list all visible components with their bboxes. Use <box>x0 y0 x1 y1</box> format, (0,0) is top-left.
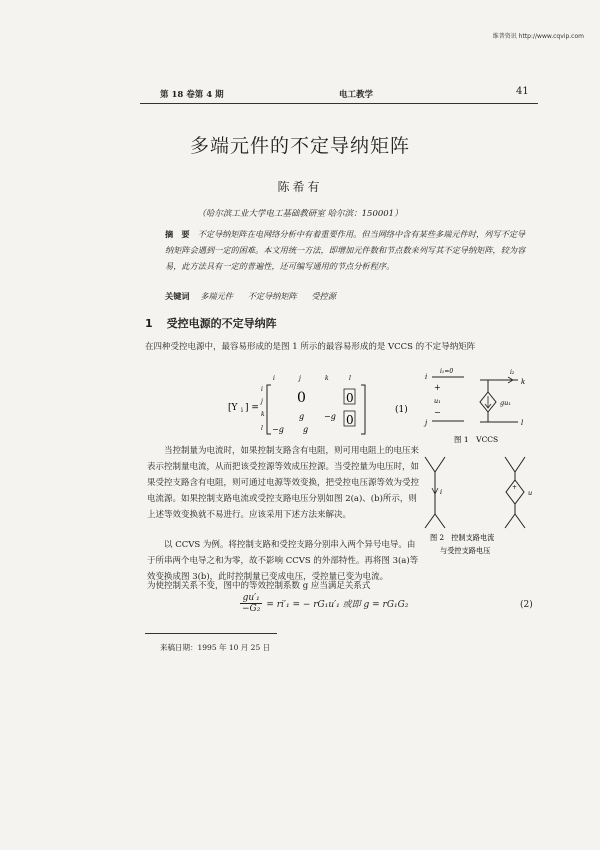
fig2-wire <box>515 457 525 472</box>
fig1-label: i₁=0 <box>440 368 454 375</box>
eq2-rest: = ri′₁ = − rG₁u′₁ 或即 g = rG₁G₂ <box>266 600 409 610</box>
fig1-label: + <box>434 383 441 392</box>
abstract-text: 不定导纳矩阵在电网络分析中有着重要作用。但当网络中含有某些多端元件时，列写不定导纳矩阵会遇到一定的困难。本文用统一方法，即增加元件数和节点数来列写其不定导纳矩阵，较为容易，此方法具有一定的普遍性，还可编写通用的节点分析程序。 <box>165 229 526 271</box>
matrix-cell: −g <box>272 425 284 434</box>
fig2-plus: + <box>512 484 518 491</box>
paragraph: 以 CCVS 为例。将控制支路和受控支路分别串入两个异号电导。由于所串两个电导之和为零，故不影响 CCVS 的外部特性。再将图 3(a)等效变换成图 3(b)，此时控制量已变成电压，受控量已变为电流。 <box>147 540 419 582</box>
fig2-wire <box>515 514 525 528</box>
keyword: 受控源 <box>311 291 336 301</box>
keywords-label: 关键词 <box>165 291 190 301</box>
fig1-label: u₁ <box>434 397 441 405</box>
matrix-row-label: j <box>261 398 263 405</box>
footnote: 来稿日期：1995 年 10 月 25 日 <box>160 643 271 652</box>
section-title: 受控电源的不定导纳阵 <box>166 317 277 330</box>
figure-caption: 与受控支路电压 <box>440 546 491 555</box>
matrix-lhs: [Y <box>228 403 238 413</box>
journal-header: 电工教学 <box>339 90 374 100</box>
figure-caption: 图 1 VCCS <box>454 435 499 444</box>
equation-number: (1) <box>395 405 408 415</box>
volume-header: 第 18 卷第 4 期 <box>160 90 224 100</box>
affiliation: （哈尔滨工业大学电工基础教研室 哈尔滨：150001） <box>197 209 403 219</box>
eq2-numerator: gu′₁ <box>240 593 262 604</box>
fig2-wire <box>435 514 445 528</box>
matrix-col-label: j <box>299 375 301 382</box>
fig2-wire <box>505 457 515 472</box>
matrix-col-label: l <box>349 375 351 382</box>
paragraph: 为使控制关系不变，图中的等效控制系数 g 应当满足关系式 <box>147 581 371 591</box>
page-number: 41 <box>516 86 529 97</box>
header-rule <box>140 103 538 104</box>
matrix-lhs-end: ] = <box>245 403 259 413</box>
matrix-equation <box>225 372 428 442</box>
fig1-label: j <box>425 419 428 427</box>
fig1-label: k <box>521 378 526 386</box>
keyword: 不定导纳矩阵 <box>247 291 297 301</box>
equation-2 <box>240 593 540 614</box>
footnote-rule <box>145 633 277 634</box>
paper-title: 多端元件的不定导纳矩阵 <box>189 135 410 157</box>
fig1-label: − <box>434 408 441 417</box>
fig2-wire <box>425 514 435 528</box>
keywords <box>165 291 348 302</box>
figure-caption: 图 2 控制支路电流 <box>430 533 495 542</box>
author: 陈希有 <box>277 180 323 194</box>
fig2-wire <box>425 457 435 472</box>
fig1-label: i <box>425 373 428 381</box>
section-number: 1 <box>145 317 153 330</box>
matrix-col-label: i <box>273 375 275 382</box>
matrix-bracket-right <box>361 385 365 434</box>
matrix-row-label: k <box>261 411 265 418</box>
keyword: 多端元件 <box>200 291 233 301</box>
matrix-cell: 0 <box>346 413 354 427</box>
matrix-cell: 0 <box>346 391 354 405</box>
figure-control-branch <box>420 452 540 562</box>
paragraph: 当控制量为电流时，如果控制支路含有电阻，则可用电阻上的电压来表示控制量电流，从而把该受控源等效成压控源。当受控量为电压时，如果受控支路含有电阻，则可通过电源等效变换，把受控电压源等效为受控电流源。如果控制支路电流或受控支路电压分别如图 2(a)、(b)所示，则上述等效变换就不易进行。应该采用下述方法来解决。 <box>147 446 420 520</box>
matrix-row-label: l <box>261 425 263 432</box>
matrix-lhs-sub: i <box>241 407 243 414</box>
matrix-row-label: i <box>261 386 263 393</box>
fig2-label: i <box>440 488 443 496</box>
paragraph: 在四种受控电源中，最容易形成的是图 1 所示的最容易形成的是 VCCS 的不定导纳矩阵 <box>145 342 476 352</box>
figure-vccs <box>420 362 540 447</box>
watermark: 维普资讯 http://www.cqvip.com <box>492 33 584 40</box>
fig2-wire <box>435 457 445 472</box>
fig2-wire <box>505 514 515 528</box>
matrix-cell: −g <box>324 412 336 421</box>
matrix-bracket-left <box>267 385 271 434</box>
fig1-label: i₂ <box>510 369 515 376</box>
matrix-cell: g <box>303 425 309 434</box>
fig1-label: gu₁ <box>500 399 511 407</box>
fig2-label: u <box>528 489 533 497</box>
fig1-label: l <box>521 419 524 427</box>
section-heading <box>145 315 277 331</box>
abstract <box>165 226 533 274</box>
matrix-cell: 0 <box>297 390 306 406</box>
equation-number: (2) <box>520 600 533 610</box>
abstract-label: 摘 要 <box>165 229 190 239</box>
eq2-denominator: −G₂ <box>242 604 261 614</box>
matrix-col-label: k <box>325 375 329 382</box>
matrix-cell: g <box>299 412 305 421</box>
